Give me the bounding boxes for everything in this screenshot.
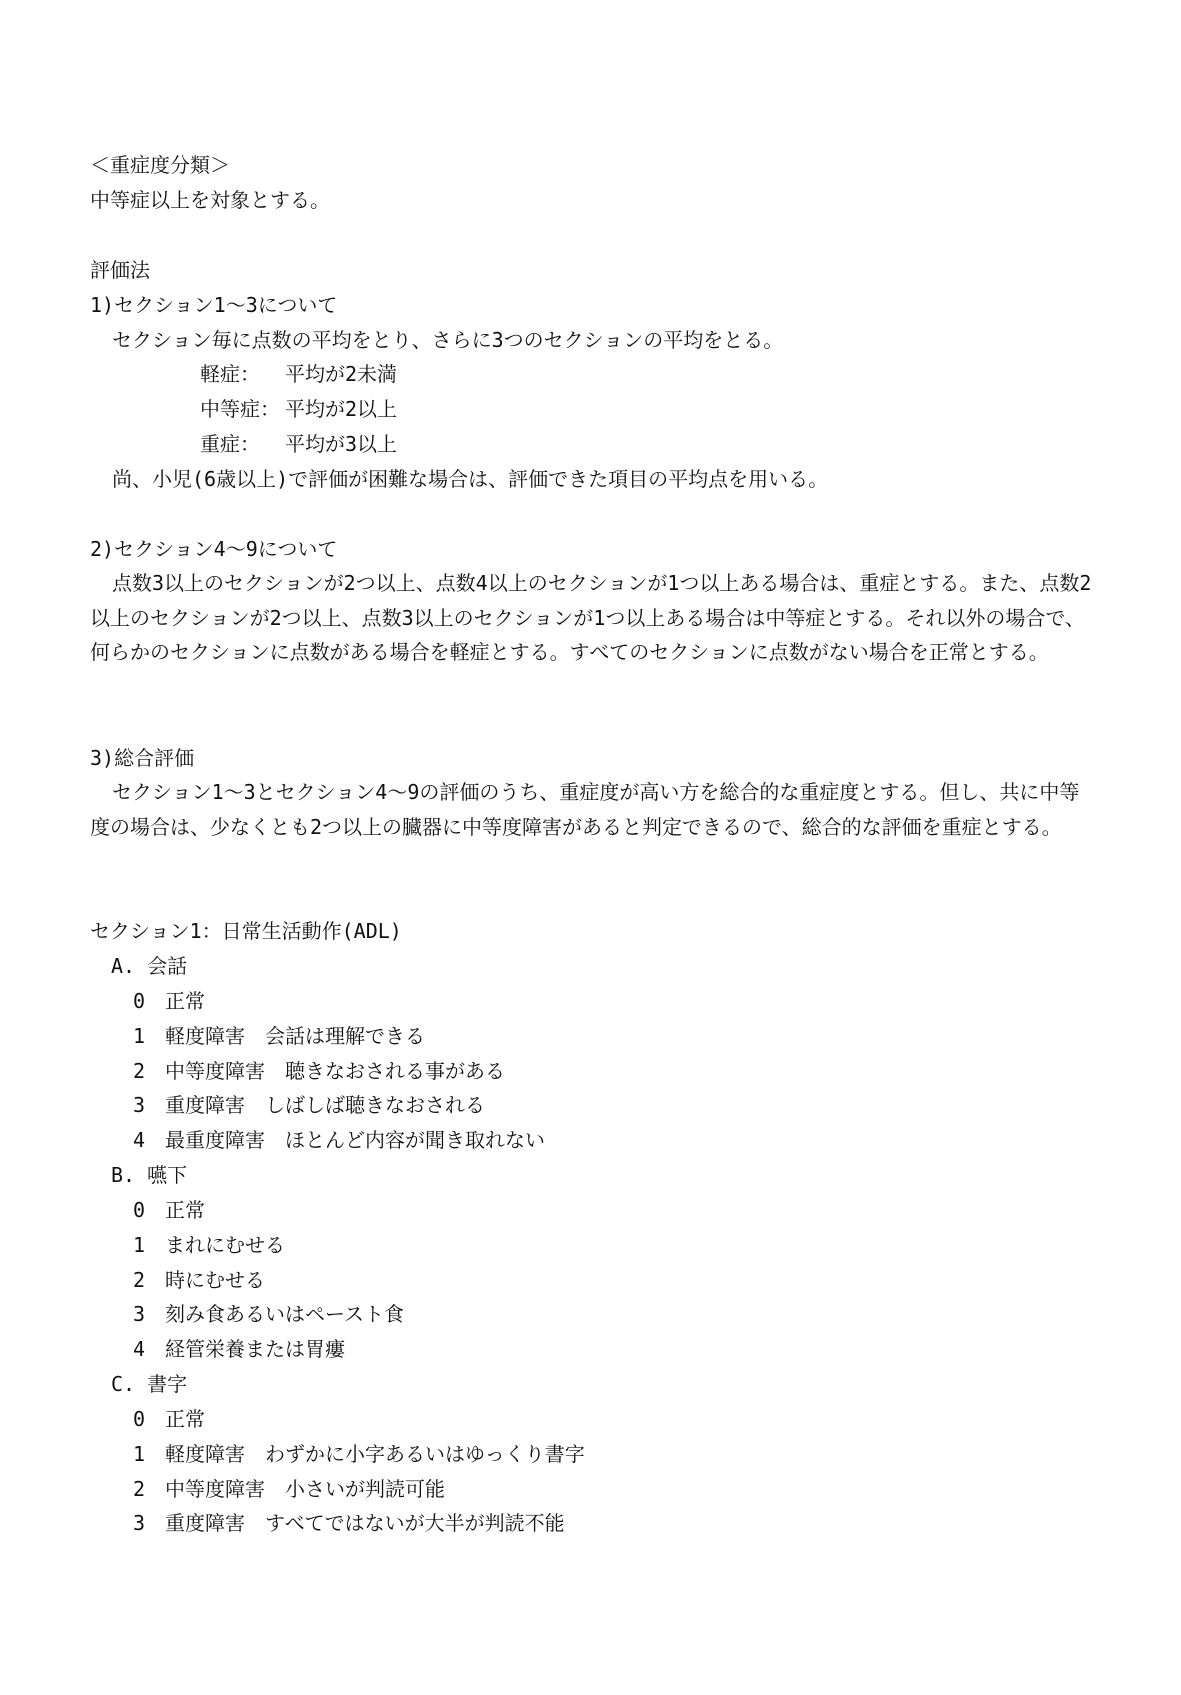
overall-heading: 3)総合評価 — [90, 746, 195, 770]
grade-mild — [200, 362, 397, 386]
grade-label: 中等症： — [200, 397, 280, 421]
grade-label: 重症： — [200, 432, 260, 456]
overall-text: セクション1～3とセクション4～9の評価のうち、重症度が高い方を総合的な重症度とする。但し、共に中等度の場合は、少なくとも2つ以上の臓器に中等度障害があると判定できるので、総合的な評価を重症とする。 — [90, 780, 1080, 839]
grade-value: 平均が3以上 — [285, 432, 398, 456]
subsection-a-label: A. 会話 — [111, 954, 188, 978]
list-item: 3 刻み食あるいはペースト食 — [133, 1302, 404, 1326]
subsection-c-label: C. 書字 — [111, 1372, 188, 1396]
evaluation-heading: 評価法 — [90, 258, 150, 282]
section1-heading: セクション1：日常生活動作(ADL) — [90, 919, 402, 943]
list-item: 0 正常 — [133, 989, 205, 1013]
intro-text: 中等症以上を対象とする。 — [90, 188, 330, 212]
section1-3-text: セクション毎に点数の平均をとり、さらに3つのセクションの平均をとる。 — [112, 328, 784, 352]
section4-9-heading: 2)セクション4～9について — [90, 537, 338, 561]
list-item: 2 時にむせる — [133, 1268, 265, 1292]
section1-3-note: 尚、小児(6歳以上)で評価が困難な場合は、評価できた項目の平均点を用いる。 — [112, 467, 829, 491]
list-item: 1 まれにむせる — [133, 1233, 285, 1257]
list-item: 0 正常 — [133, 1407, 205, 1431]
list-item: 3 重度障害 すべてではないが大半が判読不能 — [133, 1511, 565, 1535]
section4-9-text: 点数3以上のセクションが2つ以上、点数4以上のセクションが1つ以上ある場合は、重症とする。また、点数2以上のセクションが2つ以上、点数3以上のセクションが1つ以上ある場合は中等症とする。それ以外の場合で、何らかのセクションに点数がある場合を軽症とする。すべてのセクションに点数がない場合を正常とする。 — [90, 571, 1092, 665]
grade-severe — [200, 432, 397, 456]
section1-3-heading: 1)セクション1～3について — [90, 293, 338, 317]
list-item: 1 軽度障害 わずかに小字あるいはゆっくり書字 — [133, 1442, 585, 1466]
grade-value: 平均が2以上 — [285, 397, 398, 421]
list-item: 4 経管栄養または胃瘻 — [133, 1337, 345, 1361]
grade-moderate — [200, 397, 397, 421]
list-item: 0 正常 — [133, 1198, 205, 1222]
list-item: 3 重度障害 しばしば聴きなおされる — [133, 1093, 485, 1117]
list-item: 4 最重度障害 ほとんど内容が聞き取れない — [133, 1128, 545, 1152]
list-item: 2 中等度障害 小さいが判読可能 — [133, 1477, 445, 1501]
grade-value: 平均が2未満 — [285, 362, 398, 386]
subsection-b-label: B. 嚥下 — [111, 1163, 188, 1187]
list-item: 2 中等度障害 聴きなおされる事がある — [133, 1059, 505, 1083]
list-item: 1 軽度障害 会話は理解できる — [133, 1024, 425, 1048]
document-title: ＜重症度分類＞ — [90, 153, 230, 177]
grade-label: 軽症： — [200, 362, 260, 386]
